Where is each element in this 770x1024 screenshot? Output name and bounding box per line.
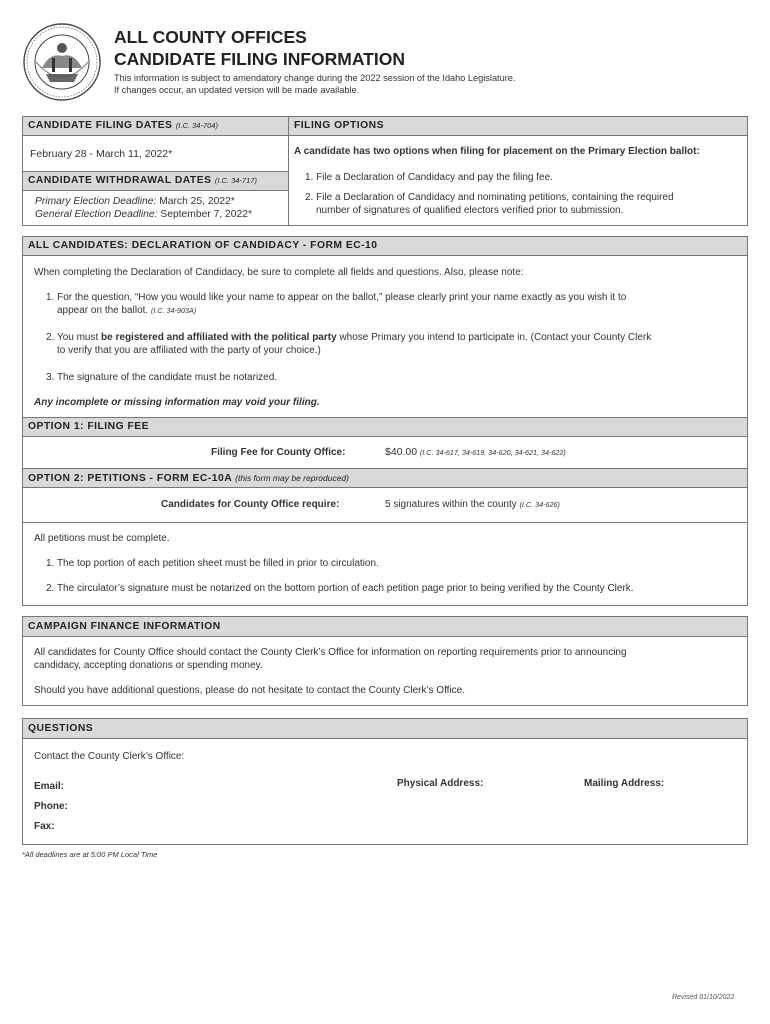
questions-box xyxy=(22,718,748,845)
finance-line-1: All candidates for County Office should contact the County Clerk’s Office for information on reporting requirements prior to announcing xyxy=(34,647,627,658)
filing-dates-cite: (I.C. 34-704) xyxy=(175,121,218,130)
petitions-item-1: 1. The top portion of each petition sheet must be filled in prior to circulation. xyxy=(46,558,379,569)
dates-options-box xyxy=(22,116,748,226)
option2-note: (this form may be reproduced) xyxy=(235,473,349,483)
filing-option-1: 1. File a Declaration of Candidacy and pay the filing fee. xyxy=(305,172,553,183)
declaration-item-1-line2 xyxy=(57,304,196,317)
questions-header: QUESTIONS xyxy=(23,719,747,739)
filing-options-intro: A candidate has two options when filing for placement on the Primary Election ballot: xyxy=(294,146,700,157)
primary-deadline-date: March 25, 2022* xyxy=(159,196,235,207)
finance-header: CAMPAIGN FINANCE INFORMATION xyxy=(23,617,747,637)
subtitle-line-2: If changes occur, an updated version will be made available. xyxy=(114,84,360,95)
mailing-address-label: Mailing Address: xyxy=(584,778,665,789)
option2-signatures: 5 signatures within the county xyxy=(385,499,517,510)
filing-option-2-line1: 2. File a Declaration of Candidacy and nominating petitions, containing the required xyxy=(305,192,674,203)
option2-heading: OPTION 2: PETITIONS - FORM EC-10A xyxy=(28,473,232,484)
primary-deadline-label: Primary Election Deadline: xyxy=(35,196,157,207)
primary-deadline xyxy=(35,195,235,208)
revised-date: Revised 01/10/2022 xyxy=(672,994,735,1001)
option1-header: OPTION 1: FILING FEE xyxy=(23,417,747,437)
withdrawal-dates-header xyxy=(23,171,288,191)
phone-label: Phone: xyxy=(34,801,68,812)
declaration-item-2-bold: be registered and affiliated with the political party xyxy=(101,332,337,343)
option2-header xyxy=(23,468,747,488)
declaration-item-2-line2: to verify that you are affiliated with the party of your choice.) xyxy=(57,345,321,356)
finance-line-2: candidacy, accepting donations or spending money. xyxy=(34,660,263,671)
petitions-item-2: 2. The circulator’s signature must be notarized on the bottom portion of each petition page prior to being verified by the County Clerk. xyxy=(46,583,634,594)
filing-options-heading: FILING OPTIONS xyxy=(294,120,384,131)
option1-value xyxy=(385,446,566,459)
declaration-item-3: 3. The signature of the candidate must be notarized. xyxy=(46,372,278,383)
declaration-item-2-post: whose Primary you intend to participate in. (Contact your County Clerk xyxy=(336,332,652,343)
title-line-2: CANDIDATE FILING INFORMATION xyxy=(114,49,405,69)
option1-fee: $40.00 xyxy=(385,446,418,458)
declaration-intro: When completing the Declaration of Candidacy, be sure to complete all fields and questions. Also, please note: xyxy=(34,267,524,278)
declaration-item-1-text: appear on the ballot. xyxy=(57,305,149,316)
withdrawal-cite: (I.C. 34-717) xyxy=(214,176,257,185)
filing-dates-header xyxy=(23,117,288,135)
declaration-item-1-line1: 1. For the question, “How you would like your name to appear on the ballot,” please clearly print your name exactly as you wish it to xyxy=(46,292,627,303)
filing-dates-heading: CANDIDATE FILING DATES xyxy=(28,120,173,131)
option2-label: Candidates for County Office require: xyxy=(161,499,340,510)
declaration-box xyxy=(22,236,748,606)
option1-cite: (I.C. 34-617, 34-619, 34-620, 34-621, 34-622) xyxy=(419,448,566,457)
general-deadline-date: September 7, 2022* xyxy=(160,209,252,220)
title-line-1: ALL COUNTY OFFICES xyxy=(114,27,307,47)
declaration-item-1-cite: (I.C. 34-903A) xyxy=(150,306,197,315)
fax-label: Fax: xyxy=(34,821,55,832)
option2-cite: (I.C. 34-626) xyxy=(519,500,560,509)
option2-value xyxy=(385,498,560,511)
physical-address-label: Physical Address: xyxy=(397,778,484,789)
subtitle-line-1: This information is subject to amendatory change during the 2022 session of the Idaho Legislature. xyxy=(114,73,516,83)
document-title xyxy=(114,26,405,70)
document-subtitle xyxy=(114,73,515,96)
option1-label: Filing Fee for County Office: xyxy=(211,447,346,458)
filing-dates-value: February 28 - March 11, 2022* xyxy=(30,148,173,160)
deadline-footnote: *All deadlines are at 5:00 PM Local Time xyxy=(22,850,158,859)
filing-option-2-line2: number of signatures of qualified electors verified prior to submission. xyxy=(316,205,624,216)
questions-intro: Contact the County Clerk’s Office: xyxy=(34,751,185,762)
declaration-warning: Any incomplete or missing information may void your filing. xyxy=(34,397,320,408)
withdrawal-heading: CANDIDATE WITHDRAWAL DATES xyxy=(28,175,212,186)
finance-line-3: Should you have additional questions, please do not hesitate to contact the County Clerk’s Office. xyxy=(34,685,466,696)
declaration-item-2-line1 xyxy=(46,331,651,344)
finance-box xyxy=(22,616,748,706)
petitions-intro: All petitions must be complete. xyxy=(34,533,170,544)
filing-options-header xyxy=(289,117,747,135)
declaration-item-2-pre: 2. You must xyxy=(46,332,102,343)
email-label: Email: xyxy=(34,781,65,792)
state-seal-logo xyxy=(22,22,102,102)
general-deadline xyxy=(35,208,252,221)
general-deadline-label: General Election Deadline: xyxy=(35,209,158,220)
declaration-header: ALL CANDIDATES: DECLARATION OF CANDIDACY - FORM EC-10 xyxy=(23,237,747,256)
